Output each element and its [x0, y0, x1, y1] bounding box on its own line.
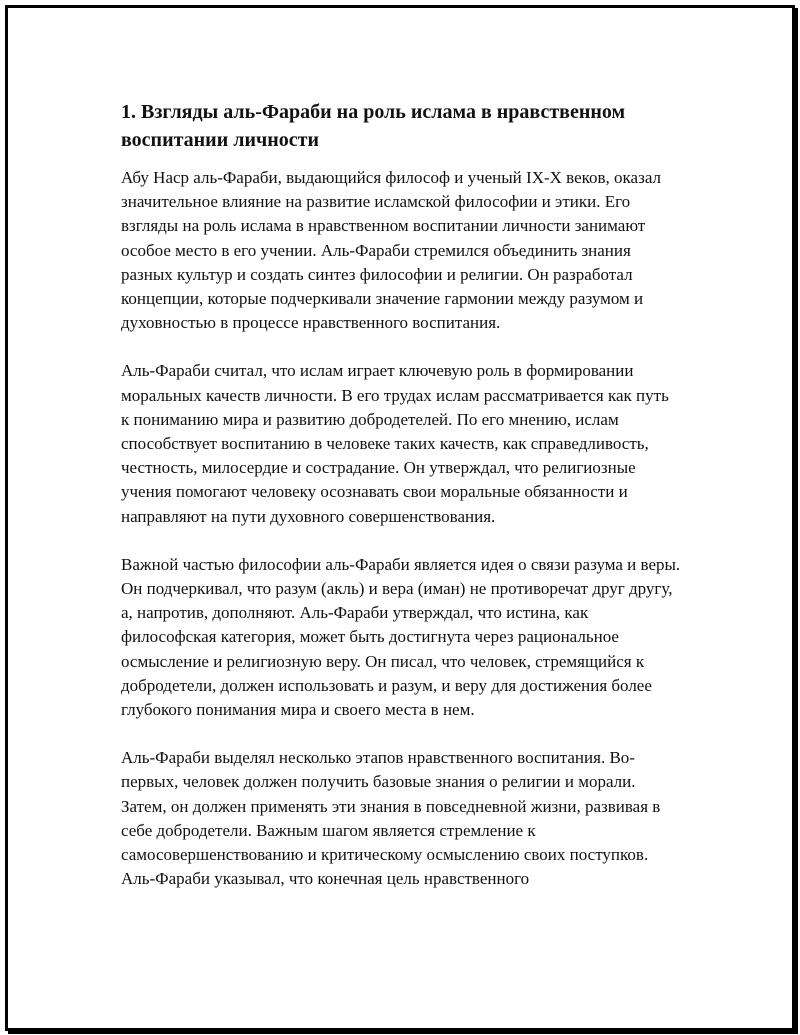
paragraph-reason-faith: Важной частью философии аль-Фараби является идея о связи разума и веры. Он подчеркивал, что разум (акль) и вера (иман) не противоречат друг другу, а, напротив, дополняют. Аль-Фараби утверждал, что истина, как философская категория, может быть достигнута через рациональное осмысление и религиозную веру. Он писал, что человек, стремящийся к добродетели, должен использовать и разум, и веру для достижения более глубокого понимания мира и своего места в нем. — [121, 554, 681, 720]
section-heading: 1. Взгляды аль-Фараби на роль ислама в нравственном воспитании личности — [121, 101, 626, 151]
paragraph-education-stages: Аль-Фараби выделял несколько этапов нравственного воспитания. Во-первых, человек должен получить базовые знания о религии и морали. Затем, он должен применять эти знания в повседневной жизни, развивая в себе добродетели. Важным шагом является стремление к самосовершенствованию и критическому осмыслению своих поступков. Аль-Фараби указывал, что конечная цель нравственного — [121, 748, 661, 889]
document-page — [5, 5, 795, 1031]
paragraph-islam-role: Аль-Фараби считал, что ислам играет ключевую роль в формировании моральных качеств личности. В его трудах ислам рассматривается как путь к пониманию мира и развитию добродетелей. По его мнению, ислам способствует воспитанию в человеке таких качеств, как справедливость, честность, милосердие и сострадание. Он утверждал, что религиозные учения помогают человеку осознавать свои моральные обязанности и направляют на пути духовного совершенствования. — [121, 361, 669, 526]
document-body — [121, 98, 681, 915]
paragraph-intro: Абу Наср аль-Фараби, выдающийся философ и ученый IX-X веков, оказал значительное влияние на развитие исламской философии и этики. Его взгляды на роль ислама в нравственном воспитании личности занимают особое место в его учении. Аль-Фараби стремился объединить знания разных культур и создать синтез философии и религии. Он разработал концепции, которые подчеркивали значение гармонии между разумом и духовностью в процессе нравственного воспитания. — [121, 168, 661, 333]
